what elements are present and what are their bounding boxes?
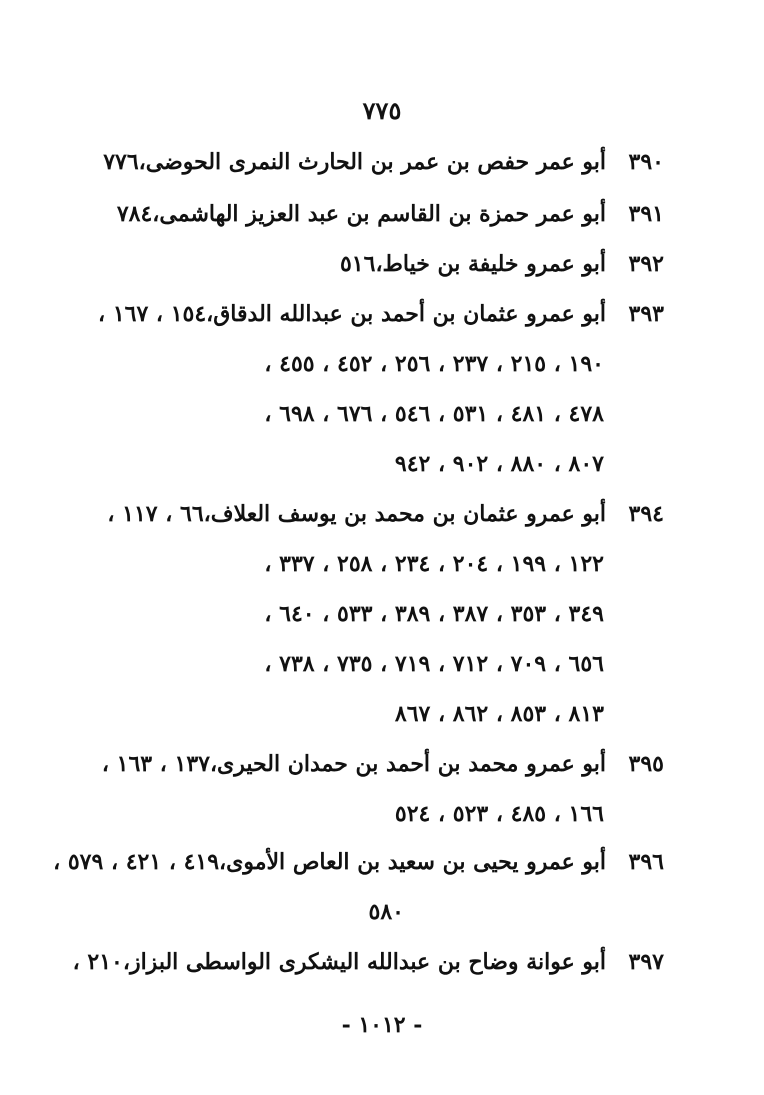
- entry-number: ٣٩٦: [628, 849, 664, 875]
- entry-continuation-line: ٨١٣ ، ٨٥٣ ، ٨٦٢ ، ٨٦٧: [394, 701, 604, 727]
- entry-continuation-line: ٨٠٧ ، ٨٨٠ ، ٩٠٢ ، ٩٤٢: [394, 451, 604, 477]
- entry-396: [53, 842, 664, 882]
- entry-text: أبو عمرو خليفة بن خياط،٥١٦: [339, 251, 606, 277]
- entry-continuation-line: ٦٥٦ ، ٧٠٩ ، ٧١٢ ، ٧١٩ ، ٧٣٥ ، ٧٣٨ ،: [264, 651, 604, 677]
- entry-continuation-line: ١٢٢ ، ١٩٩ ، ٢٠٤ ، ٢٣٤ ، ٢٥٨ ، ٣٣٧ ،: [264, 551, 604, 577]
- page-header-number: ٧٧٥: [362, 96, 402, 125]
- entry-text: أبو عمرو عثمان بن أحمد بن عبدالله الدقاق،١٥٤ ، ١٦٧ ،: [98, 301, 606, 327]
- entry-393: [98, 294, 664, 334]
- entry-390: [103, 142, 664, 182]
- entry-395: [102, 744, 664, 784]
- entry-text: أبو عمرو عثمان بن محمد بن يوسف العلاف،٦٦ ، ١١٧ ،: [107, 501, 606, 527]
- entry-text: أبو عمرو يحيى بن سعيد بن العاص الأموى،٤١٩ ، ٤٢١ ، ٥٧٩ ،: [53, 849, 606, 875]
- entry-continuation-line: ١٦٦ ، ٤٨٥ ، ٥٢٣ ، ٥٢٤: [394, 801, 604, 827]
- entry-number: ٣٩٧: [628, 949, 664, 975]
- entry-continuation-line: ١٩٠ ، ٢١٥ ، ٢٣٧ ، ٢٥٦ ، ٤٥٢ ، ٤٥٥ ،: [264, 351, 604, 377]
- entry-394: [107, 494, 664, 534]
- entry-text: أبو عمرو محمد بن أحمد بن حمدان الحيرى،١٣٧ ، ١٦٣ ،: [101, 751, 606, 777]
- entry-number: ٣٩٥: [628, 751, 664, 777]
- entry-number: ٣٩٤: [628, 501, 664, 527]
- entry-391: [117, 194, 664, 234]
- entry-continuation-line: ٤٧٨ ، ٤٨١ ، ٥٣١ ، ٥٤٦ ، ٦٧٦ ، ٦٩٨ ،: [264, 401, 604, 427]
- entry-text: أبو عمر حفص بن عمر بن الحارث النمرى الحوضى،٧٧٦: [103, 149, 606, 175]
- entry-392: [340, 244, 664, 284]
- entry-text: أبو عمر حمزة بن القاسم بن عبد العزيز الهاشمى،٧٨٤: [116, 201, 606, 227]
- entry-text: أبو عوانة وضاح بن عبدالله اليشكرى الواسطى البزاز،٢١٠ ،: [72, 949, 606, 975]
- entry-number: ٣٩١: [628, 201, 664, 227]
- entry-continuation-line: ٥٨٠: [368, 899, 404, 925]
- entry-number: ٣٩٣: [628, 301, 664, 327]
- page-footer-number: - ١٠١٢ -: [341, 1012, 423, 1038]
- entry-continuation-line: ٣٤٩ ، ٣٥٣ ، ٣٨٧ ، ٣٨٩ ، ٥٣٣ ، ٦٤٠ ،: [264, 601, 604, 627]
- entry-number: ٣٩٠: [628, 149, 664, 175]
- entry-397: [73, 942, 664, 982]
- entry-number: ٣٩٢: [628, 251, 664, 277]
